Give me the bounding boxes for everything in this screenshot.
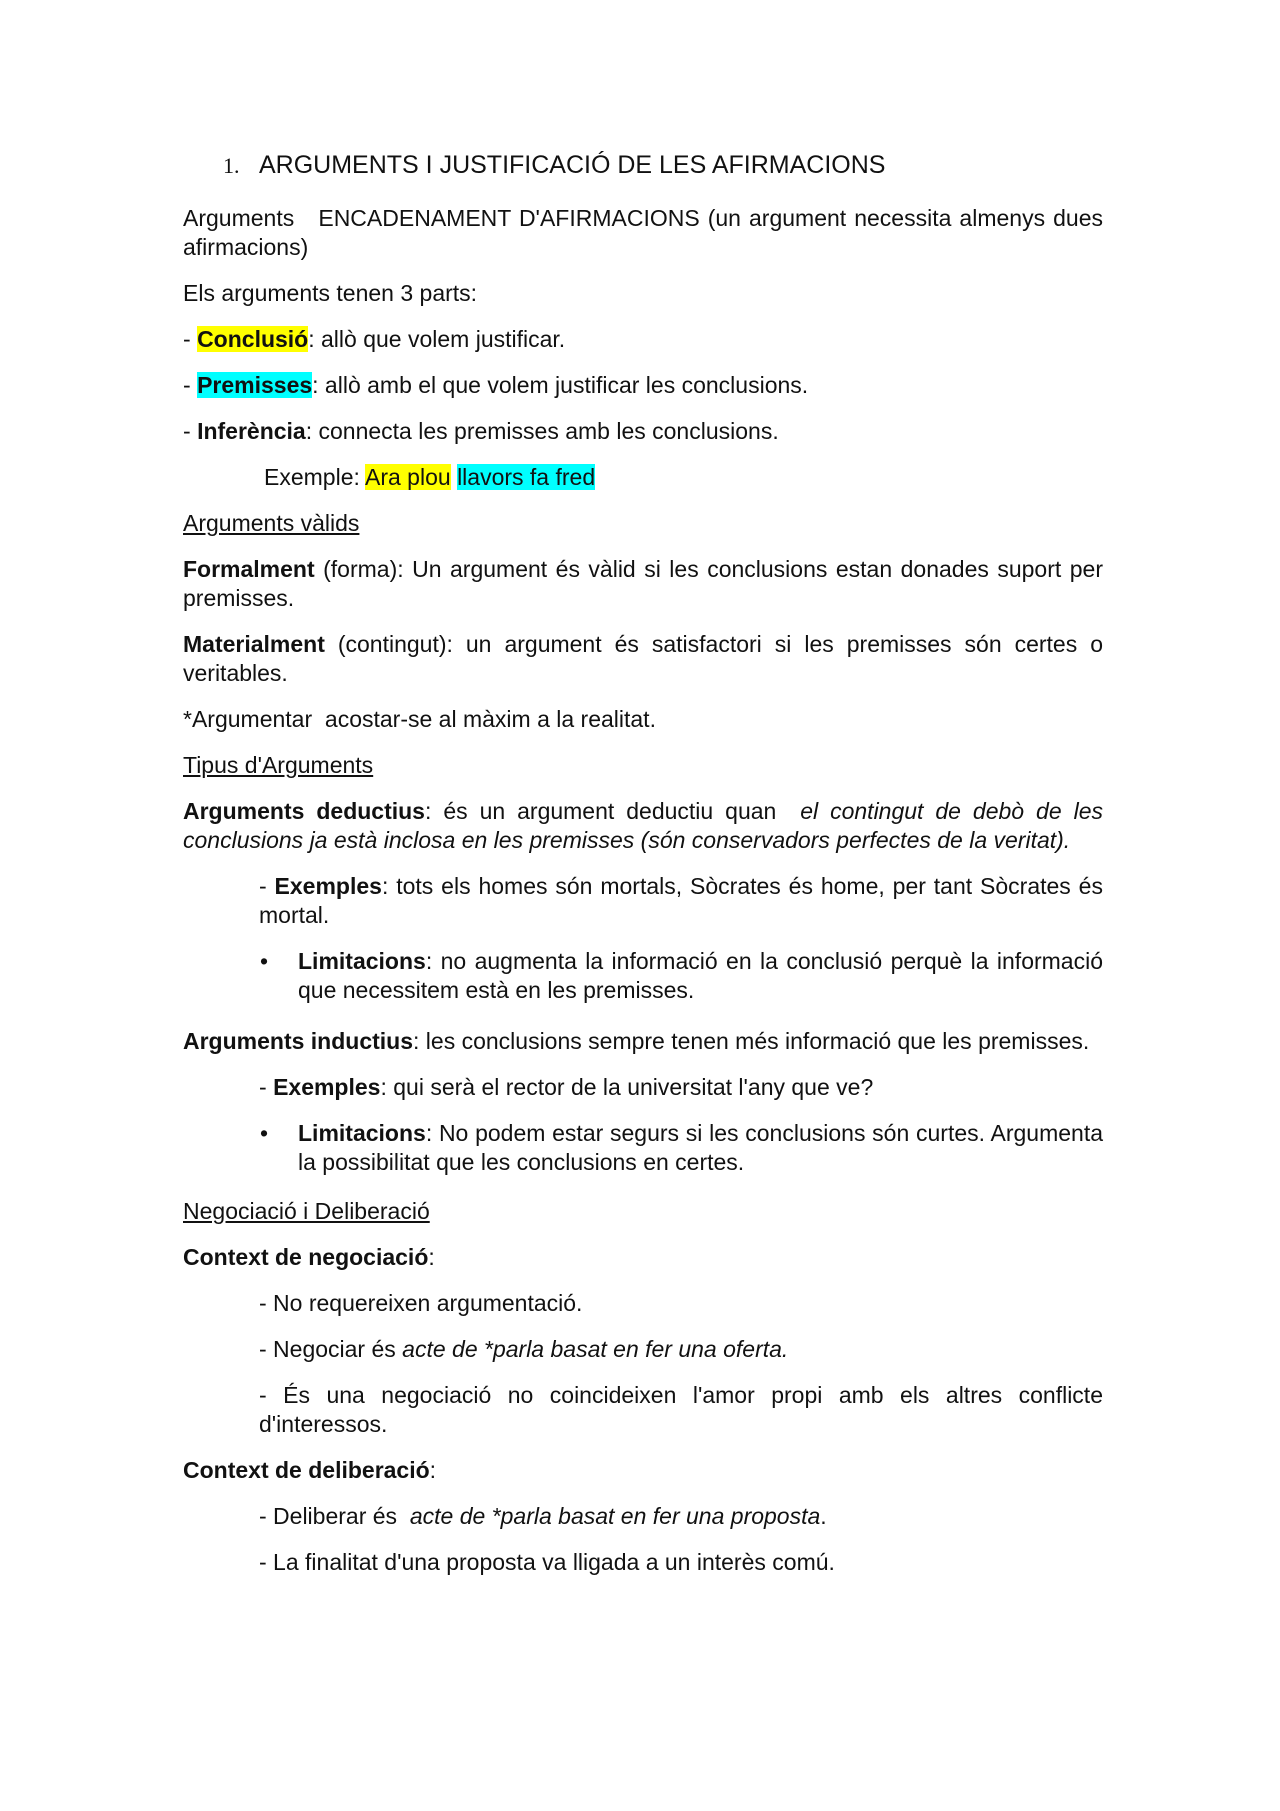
deliberation-item-1-suffix: . [820, 1503, 827, 1529]
deductive-paragraph [183, 797, 1103, 855]
negotiation-item-2-italic: acte de *parla basat en fer una oferta. [402, 1336, 789, 1362]
formal-term: Formalment [183, 556, 315, 582]
part-prefix: - [183, 372, 198, 398]
example-conclusion: Ara plou [365, 464, 451, 490]
document-body [183, 148, 1103, 1594]
bullet-icon: • [260, 1120, 269, 1146]
part-text: : allò que volem justificar. [308, 326, 566, 352]
inductive-limit-term: Limitacions [298, 1120, 426, 1146]
term-inferencia: Inferència [197, 418, 306, 444]
negotiation-context [183, 1243, 1103, 1272]
deductive-text: : és un argument deductiu quan [424, 798, 801, 824]
inductive-limitation [260, 1119, 1103, 1177]
inductive-example [259, 1073, 1103, 1102]
part-text: : connecta les premisses amb les conclusions. [305, 418, 779, 444]
formal-paragraph [183, 555, 1103, 613]
part-premisses [183, 371, 1103, 400]
colon: : [429, 1457, 437, 1483]
deductive-example-text: : tots els homes són mortals, Sòcrates és home, per tant Sòcrates és mortal. [259, 873, 1103, 928]
term-premisses: Premisses [197, 372, 313, 398]
deductive-limit-text: : no augmenta la informació en la conclusió perquè la informació que necessitem està en les premisses. [298, 948, 1103, 1003]
section-heading [223, 148, 1103, 183]
negotiation-title: Negociació i Deliberació [183, 1198, 430, 1224]
inductive-paragraph [183, 1027, 1103, 1056]
colon: : [428, 1244, 435, 1270]
term-conclusio: Conclusió [197, 326, 309, 352]
deductive-example-term: Exemples [274, 873, 382, 899]
example-prefix: - [259, 873, 275, 899]
valid-title: Arguments vàlids [183, 510, 360, 536]
deliberation-item-1-italic: acte de *parla basat en fer una proposta [409, 1503, 821, 1529]
deliberation-item-1-prefix: - Deliberar és [259, 1503, 410, 1529]
part-text: : allò amb el que volem justificar les conclusions. [312, 372, 809, 398]
part-prefix: - [183, 418, 198, 444]
deductive-limitation [260, 947, 1103, 1005]
part-prefix: - [183, 326, 198, 352]
inductive-example-text: : qui serà el rector de la universitat l'any que ve? [380, 1074, 874, 1100]
negotiation-item-2 [259, 1335, 1103, 1364]
example-line [264, 463, 1103, 492]
deductive-limit-term: Limitacions [298, 948, 426, 974]
part-conclusion [183, 325, 1103, 354]
heading-title: ARGUMENTS I JUSTIFICACIÓ DE LES AFIRMACIONS [259, 151, 886, 179]
intro-label: Arguments [183, 205, 295, 231]
deliberation-item-1 [259, 1502, 1103, 1531]
inductive-text: : les conclusions sempre tenen més informació que les premisses. [413, 1028, 1090, 1054]
formal-text: (forma): Un argument és vàlid si les conclusions estan donades suport per premisses. [183, 556, 1103, 611]
material-text: (contingut): un argument és satisfactori si les premisses són certes o veritables. [183, 631, 1103, 686]
example-label: Exemple: [264, 464, 365, 490]
deductive-example [259, 872, 1103, 930]
deliberation-item-2: - La finalitat d'una proposta va lligada a un interès comú. [259, 1549, 835, 1575]
deliberation-context [183, 1456, 1103, 1485]
bullet-icon: • [260, 948, 269, 974]
parts-intro: Els arguments tenen 3 parts: [183, 280, 478, 306]
deductive-italic: el contingut de debò de les conclusions ja està inclosa en les premisses (són conservadors perfectes de la veritat). [183, 798, 1103, 853]
inductive-example-term: Exemples [273, 1074, 381, 1100]
example-prefix: - [259, 1074, 274, 1100]
material-term: Materialment [183, 631, 325, 657]
inductive-limit-text: : No podem estar segurs si les conclusions són curtes. Argumenta la possibilitat que les conclusions en certes. [298, 1120, 1103, 1175]
negotiation-item-2-prefix: - Negociar és [259, 1336, 403, 1362]
negotiation-term: Context de negociació [183, 1244, 429, 1270]
inductive-term: Arguments inductius [183, 1028, 414, 1054]
negotiation-item-3: - És una negociació no coincideixen l'amor propi amb els altres conflicte d'interessos. [259, 1382, 1103, 1437]
material-paragraph [183, 630, 1103, 688]
heading-number: 1. [223, 153, 240, 178]
deductive-term: Arguments deductius [183, 798, 425, 824]
example-premise: llavors fa fred [457, 464, 596, 490]
intro-text: ENCADENAMENT D'AFIRMACIONS (un argument necessita almenys dues afirmacions) [183, 205, 1103, 260]
negotiation-item-1: - No requereixen argumentació. [259, 1290, 583, 1316]
types-title: Tipus d'Arguments [183, 752, 374, 778]
deliberation-term: Context de deliberació [183, 1457, 430, 1483]
part-inferencia [183, 417, 1103, 446]
valid-note: *Argumentar acostar-se al màxim a la realitat. [183, 706, 656, 732]
intro-paragraph [183, 204, 1103, 262]
